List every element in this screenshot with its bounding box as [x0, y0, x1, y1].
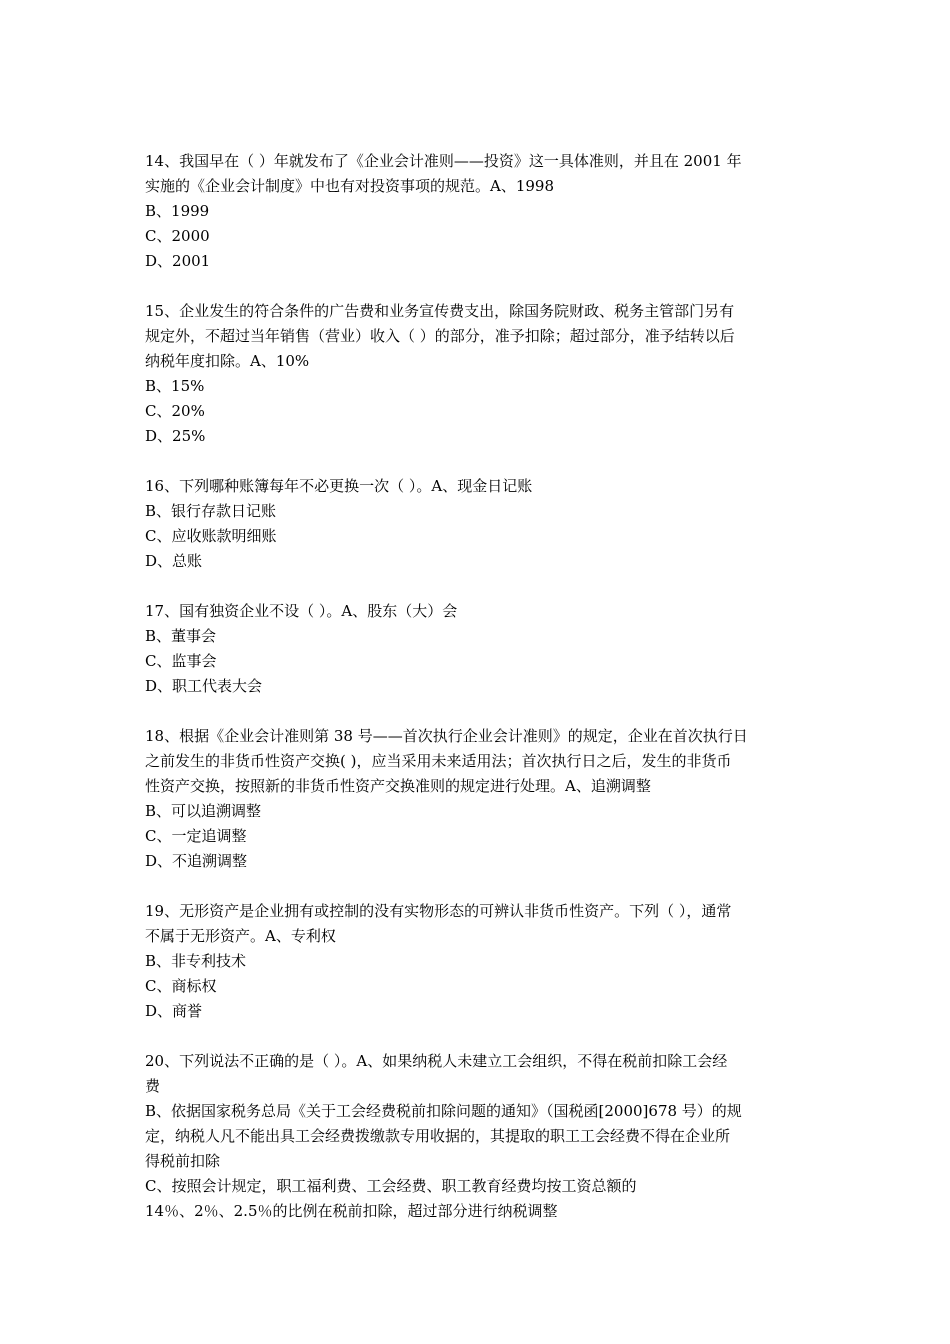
- question-text-line: 20、下列说法不正确的是（ ）。A、如果纳税人未建立工会组织，不得在税前扣除工会经: [145, 1052, 728, 1070]
- question-text-line: 17、国有独资企业不设（ ）。A、股东（大）会: [145, 602, 458, 620]
- option-c: C、监事会: [145, 652, 217, 670]
- option-b: B、15%: [145, 377, 205, 395]
- option-d: D、不追溯调整: [145, 852, 248, 870]
- option-d: D、25%: [145, 427, 206, 445]
- question-20: [145, 1049, 810, 1224]
- option-d: D、2001: [145, 252, 211, 270]
- question-15: [145, 299, 810, 449]
- question-text-line: 纳税年度扣除。A、10%: [145, 352, 310, 370]
- option-c: C、按照会计规定，职工福利费、工会经费、职工教育经费均按工资总额的: [145, 1177, 637, 1195]
- option-b: B、1999: [145, 202, 210, 220]
- question-text-line: 18、根据《企业会计准则第 38 号——首次执行企业会计准则》的规定，企业在首次执行日: [145, 727, 748, 745]
- option-c-continued: 14％、2％、2.5％的比例在税前扣除，超过部分进行纳税调整: [145, 1202, 558, 1220]
- option-c: C、应收账款明细账: [145, 527, 277, 545]
- option-c: C、2000: [145, 227, 210, 245]
- question-text-line: 15、企业发生的符合条件的广告费和业务宣传费支出，除国务院财政、税务主管部门另有: [145, 302, 735, 320]
- question-19: [145, 899, 810, 1024]
- option-b: B、董事会: [145, 627, 217, 645]
- option-d: D、商誉: [145, 1002, 203, 1020]
- question-text-line: 16、下列哪种账簿每年不必更换一次（ ）。A、现金日记账: [145, 477, 533, 495]
- question-text-line: 之前发生的非货币性资产交换( )，应当采用未来适用法；首次执行日之后，发生的非货币: [145, 752, 732, 770]
- option-b: B、可以追溯调整: [145, 802, 262, 820]
- option-c: C、商标权: [145, 977, 217, 995]
- question-text-line: 实施的《企业会计制度》中也有对投资事项的规范。A、1998: [145, 177, 555, 195]
- option-c: C、20%: [145, 402, 205, 420]
- option-b-continued: 定，纳税人凡不能出具工会经费拨缴款专用收据的，其提取的职工工会经费不得在企业所: [145, 1127, 731, 1145]
- option-b: B、依据国家税务总局《关于工会经费税前扣除问题的通知》（国税函[2000]678 号）的规: [145, 1102, 742, 1120]
- question-14: [145, 149, 810, 274]
- question-text-line: 不属于无形资产。A、专利权: [145, 927, 336, 945]
- question-text-line: 规定外，不超过当年销售（营业）收入（ ）的部分，准予扣除；超过部分，准予结转以后: [145, 327, 735, 345]
- question-text-line: 14、我国早在（ ）年就发布了《企业会计准则——投资》这一具体准则，并且在 2001 年: [145, 152, 742, 170]
- option-b: B、银行存款日记账: [145, 502, 277, 520]
- question-17: [145, 599, 810, 699]
- document-page: [145, 149, 810, 1249]
- question-text-line: 19、无形资产是企业拥有或控制的没有实物形态的可辨认非货币性资产。下列（ ），通常: [145, 902, 732, 920]
- question-text-line: 性资产交换，按照新的非货币性资产交换准则的规定进行处理。A、追溯调整: [145, 777, 651, 795]
- option-d: D、总账: [145, 552, 203, 570]
- option-d: D、职工代表大会: [145, 677, 263, 695]
- question-text-line: 费: [145, 1077, 161, 1095]
- option-b: B、非专利技术: [145, 952, 247, 970]
- question-16: [145, 474, 810, 574]
- option-b-continued: 得税前扣除: [145, 1152, 221, 1170]
- question-18: [145, 724, 810, 874]
- option-c: C、一定追调整: [145, 827, 247, 845]
